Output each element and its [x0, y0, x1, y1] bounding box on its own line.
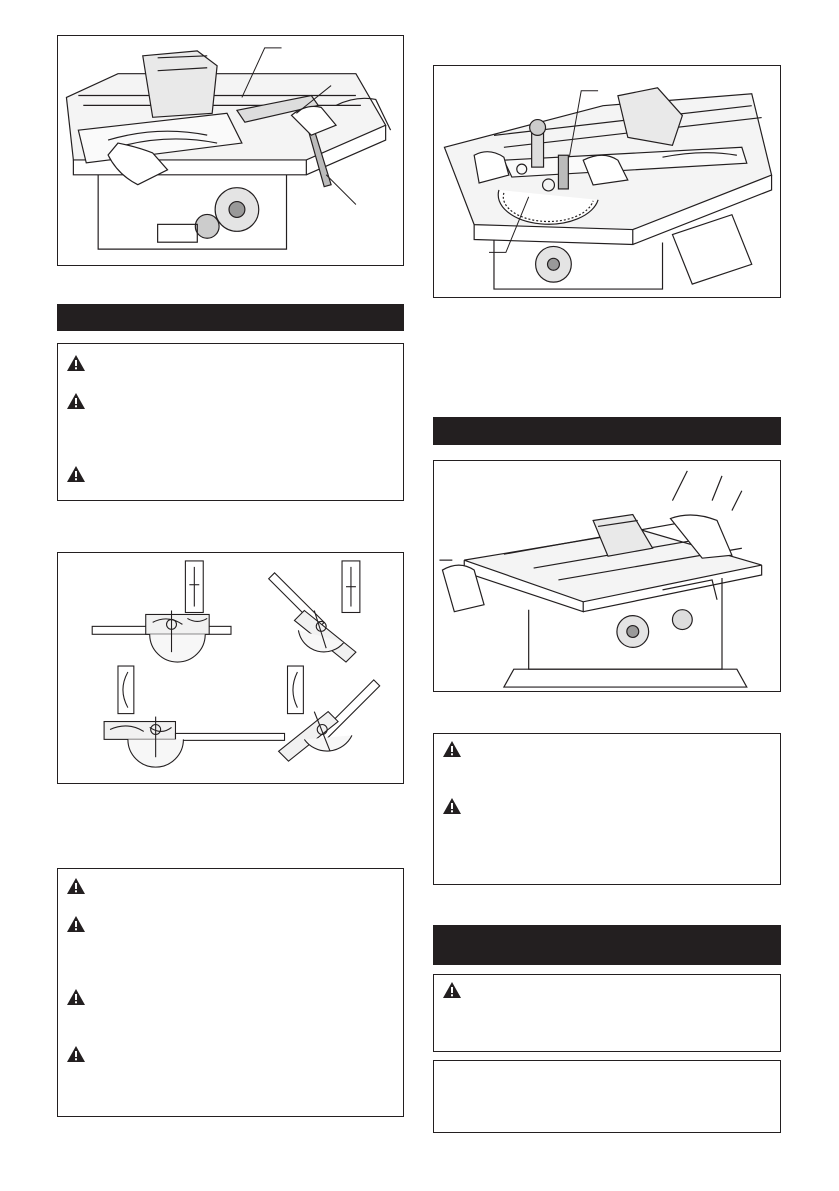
warning-triangle-icon: [442, 981, 462, 999]
figure-rip-fence-cut: [57, 35, 404, 266]
warning-triangle-icon: [442, 740, 462, 758]
section-heading-bar: [433, 417, 781, 445]
warning-box-2: [57, 868, 404, 1117]
section-heading-bar: [433, 925, 781, 965]
warning-triangle-icon: [442, 797, 462, 815]
warning-triangle-icon: [66, 465, 86, 483]
section-heading-bar: [57, 304, 404, 331]
figure-miter-diagrams: [57, 552, 404, 784]
warning-box-1: [57, 343, 404, 501]
miter-gauge-illustration: [434, 66, 780, 297]
figure-table-extension: [433, 460, 781, 692]
warning-box-3: [433, 733, 781, 885]
note-box: [433, 1060, 781, 1133]
figure-miter-gauge-cut: [433, 65, 781, 298]
warning-triangle-icon: [66, 988, 86, 1006]
miter-gauge-diagrams: [58, 553, 403, 783]
warning-box-4: [433, 974, 781, 1052]
table-extension-illustration: [434, 461, 780, 691]
warning-triangle-icon: [66, 915, 86, 933]
rip-fence-illustration: [58, 36, 403, 265]
warning-triangle-icon: [66, 354, 86, 372]
warning-triangle-icon: [66, 1045, 86, 1063]
warning-triangle-icon: [66, 392, 86, 410]
warning-triangle-icon: [66, 877, 86, 895]
